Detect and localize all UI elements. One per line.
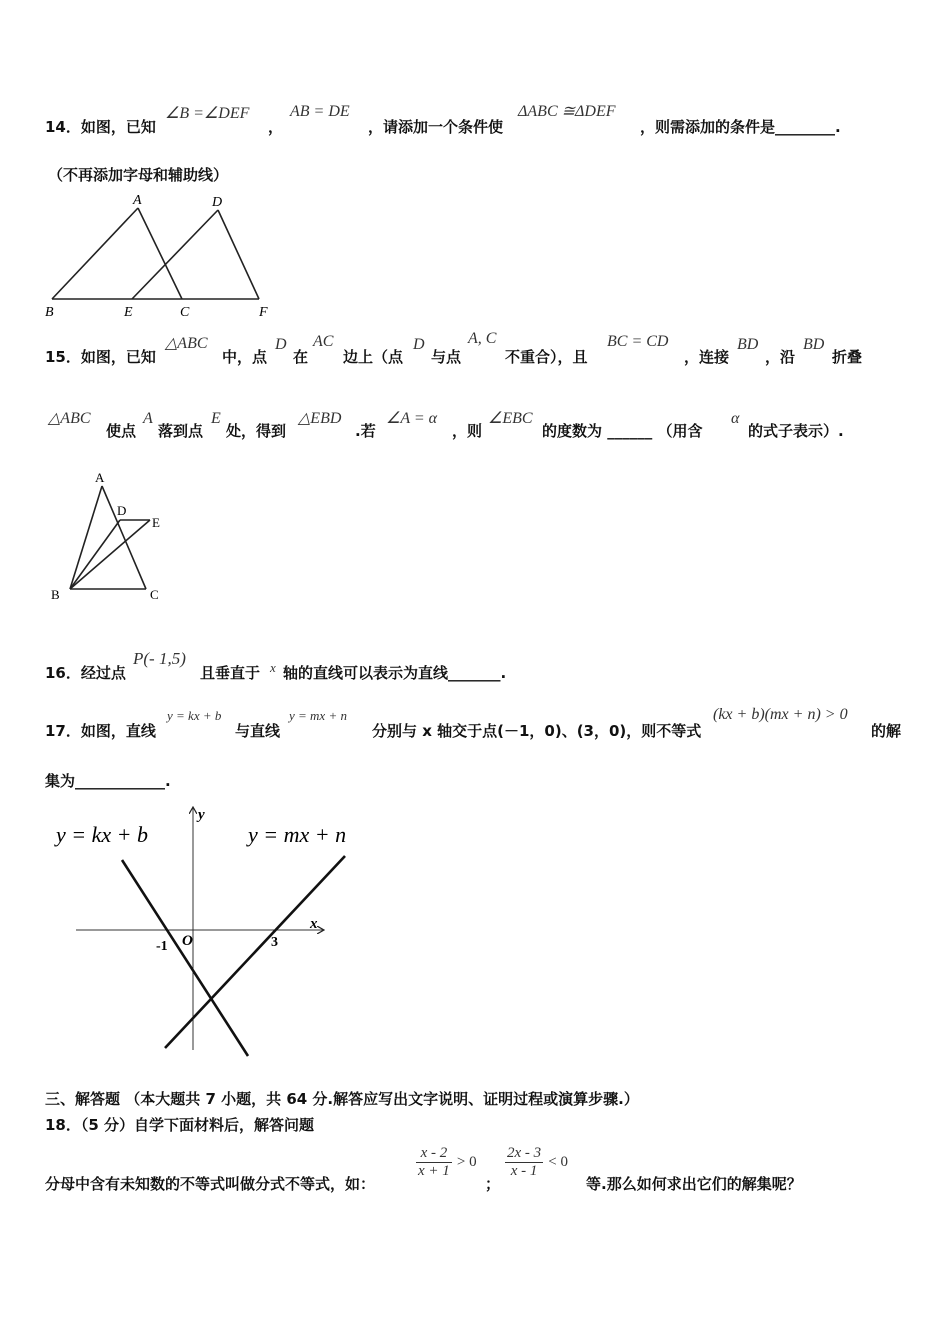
q15-math: α xyxy=(731,410,740,427)
q16-text: 且垂直于 xyxy=(200,664,261,682)
q17-math: (kx + b)(mx + n) > 0 xyxy=(713,706,848,723)
q15-text: 在 xyxy=(293,348,309,366)
q15-text: 折叠 xyxy=(832,348,863,366)
label-d: D xyxy=(117,503,127,518)
q15-math: D xyxy=(275,336,287,353)
q14-number: 14．如图，已知 xyxy=(45,118,156,136)
fraction-2-denominator: x - 1 xyxy=(510,1163,538,1179)
q15-text: .若 xyxy=(355,422,376,440)
q15-text: 边上（点 xyxy=(343,348,404,366)
q18-text: 等.那么如何求出它们的解集呢？ xyxy=(586,1175,802,1193)
label-b: B xyxy=(45,305,54,320)
q15-text: ，连接 xyxy=(684,348,730,366)
q17-number: 17．如图，直线 xyxy=(45,722,156,740)
seg-bd xyxy=(70,520,120,589)
q15-math: BD xyxy=(737,336,759,353)
q18-fraction-1 xyxy=(416,1145,477,1180)
q17-text: 分别与 x 轴交于点(－1，0)、(3，0)，则不等式 xyxy=(372,722,702,740)
eq-kx-b-label: y = kx + b xyxy=(56,822,148,847)
q14-text: ，请添加一个条件使 xyxy=(368,118,504,136)
fraction-1-relation: > 0 xyxy=(456,1154,477,1170)
line-mx-n xyxy=(165,856,345,1048)
q15-text: 处，得到 xyxy=(226,422,287,440)
q14-math-congruent: ΔABC ≅ΔDEF xyxy=(518,103,616,120)
seg-be xyxy=(70,520,150,589)
q15-text: 不重合），且 xyxy=(505,348,588,366)
q15-math: D xyxy=(413,336,425,353)
q18-head: 18．（5 分）自学下面材料后，解答问题 xyxy=(45,1116,315,1134)
seg-df xyxy=(218,210,259,299)
q17-line2: 集为____________. xyxy=(45,772,171,790)
q15-text: 的式子表示）. xyxy=(748,422,844,440)
x-axis-label: x xyxy=(310,916,318,932)
q14-note: （不再添加字母和辅助线） xyxy=(48,166,229,184)
eq-mx-n-label: y = mx + n xyxy=(248,822,347,847)
q18-fraction-2 xyxy=(505,1145,568,1180)
fraction-2-relation: < 0 xyxy=(548,1154,568,1170)
q16-math: x xyxy=(270,660,276,675)
seg-ba xyxy=(70,486,102,589)
q17-math: y = kx + b xyxy=(167,708,222,723)
label-a: A xyxy=(133,193,142,208)
seg-ac xyxy=(102,486,146,589)
q15-math: A, C xyxy=(468,330,497,347)
label-f: F xyxy=(259,305,268,320)
q15-text: 的度数为 ______ （用含 xyxy=(542,422,703,440)
q15-math: ∠A = α xyxy=(386,410,438,427)
q14-math-angle-eq: ∠B =∠DEF xyxy=(165,105,250,122)
q15-figure xyxy=(40,465,180,610)
q14-math-ab-de: AB = DE xyxy=(290,103,350,120)
q17-math: y = mx + n xyxy=(289,708,347,723)
q16-number: 16．经过点 xyxy=(45,664,126,682)
seg-ab xyxy=(52,208,138,299)
fraction-1-numerator: x - 2 xyxy=(416,1145,452,1163)
q15-math: BC = CD xyxy=(607,333,669,350)
q15-math: ∠EBC xyxy=(488,410,533,427)
q14-figure xyxy=(40,190,280,320)
q15-math: BD xyxy=(803,336,825,353)
label-c: C xyxy=(180,305,190,320)
q15-math: A xyxy=(143,410,153,427)
q15-text: ，则 xyxy=(452,422,483,440)
q15-text: 使点 xyxy=(106,422,137,440)
q15-math: E xyxy=(211,410,221,427)
q15-math: AC xyxy=(313,333,334,350)
q16-text: 轴的直线可以表示为直线_______. xyxy=(283,664,507,682)
label-e: E xyxy=(152,515,160,530)
q15-text: 落到点 xyxy=(158,422,204,440)
q17-text: 与直线 xyxy=(235,722,281,740)
q15-math: △EBD xyxy=(298,410,342,427)
q16-math: P(- 1,5) xyxy=(133,649,186,668)
label-c: C xyxy=(150,587,159,602)
q18-text: 分母中含有未知数的不等式叫做分式不等式，如： xyxy=(45,1175,376,1193)
q15-text: 中，点 xyxy=(222,348,268,366)
origin-label: O xyxy=(182,933,193,949)
q15-text: 与点 xyxy=(431,348,462,366)
q14-text: ， xyxy=(268,118,284,136)
fraction-2-numerator: 2x - 3 xyxy=(507,1145,542,1161)
q17-text: 的解 xyxy=(871,722,902,740)
q15-math: △ABC xyxy=(165,335,208,352)
tick-minus-one: -1 xyxy=(156,939,168,954)
q17-graph xyxy=(40,800,370,1065)
q18-separator: ； xyxy=(485,1175,501,1193)
fraction-1-denominator: x + 1 xyxy=(418,1163,450,1179)
label-b: B xyxy=(51,587,60,602)
label-a: A xyxy=(95,470,105,485)
label-e: E xyxy=(124,305,133,320)
q15-math: △ABC xyxy=(48,410,91,427)
label-d: D xyxy=(212,195,223,210)
tick-three: 3 xyxy=(271,935,278,950)
section3-title: 三、解答题 （本大题共 7 小题，共 64 分.解答应写出文字说明、证明过程或演算步骤.） xyxy=(45,1090,639,1108)
q15-text: ，沿 xyxy=(765,348,796,366)
y-axis-label: y xyxy=(198,807,205,823)
q14-text: ，则需添加的条件是________. xyxy=(640,118,841,136)
q15-number: 15．如图，已知 xyxy=(45,348,156,366)
